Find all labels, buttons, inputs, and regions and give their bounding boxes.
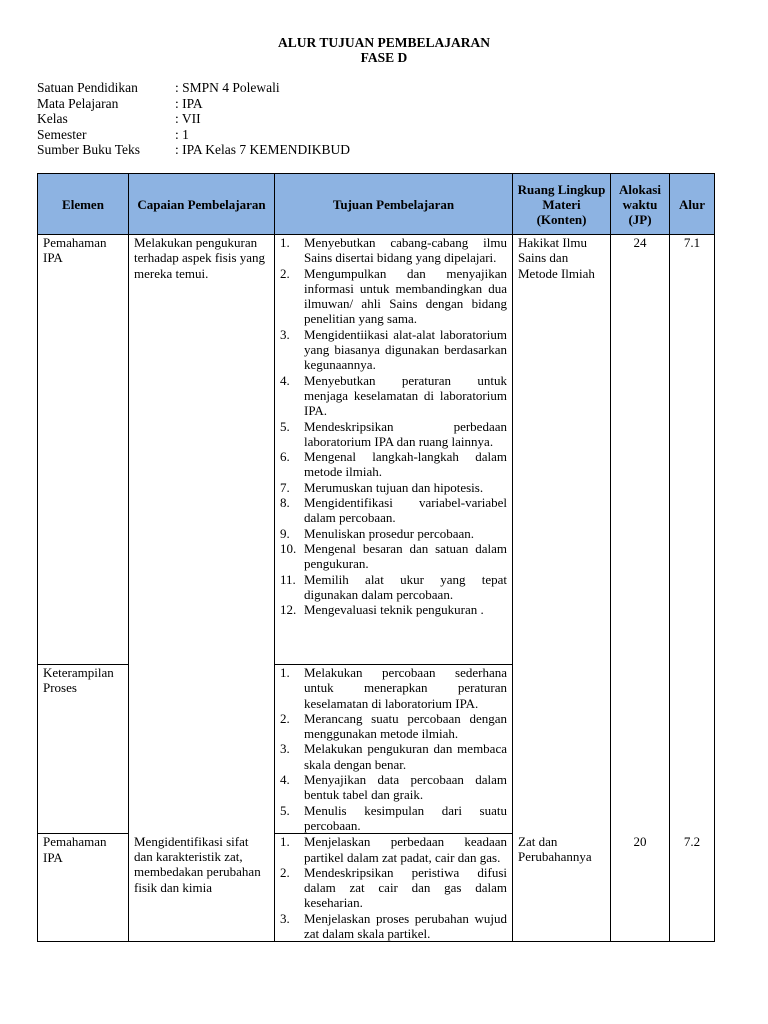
table-row bbox=[38, 235, 715, 665]
meta-label: Sumber Buku Teks bbox=[37, 142, 141, 157]
meta-row bbox=[37, 142, 350, 158]
list-item-text: Memilih alat ukur yang tepat digunakan dalam percobaan. bbox=[304, 571, 507, 602]
header-elemen: Elemen bbox=[38, 174, 129, 235]
list-item bbox=[280, 449, 507, 480]
document-subtitle: FASE D bbox=[360, 50, 408, 65]
meta-value: : IPA bbox=[175, 95, 203, 111]
cell-tujuan bbox=[275, 834, 513, 942]
list-item-text: Menuliskan prosedur percobaan. bbox=[304, 525, 475, 541]
table-row bbox=[38, 834, 715, 942]
list-item bbox=[280, 865, 507, 911]
list-item bbox=[280, 803, 507, 834]
list-item bbox=[280, 327, 507, 373]
list-item-number: 12. bbox=[280, 602, 297, 618]
cell-ruang-lingkup: Hakikat Ilmu Sains dan Metode Ilmiah bbox=[513, 235, 611, 834]
list-item-text: Melakukan pengukuran dan membaca skala dengan benar. bbox=[304, 741, 507, 772]
meta-label: Semester bbox=[37, 126, 87, 142]
list-item-number: 7. bbox=[280, 479, 290, 495]
list-item-text: Mengidentiikasi alat-alat laboratorium yang biasanya digunakan berdasarkan kegunaannya. bbox=[304, 326, 507, 373]
list-item bbox=[280, 741, 507, 772]
list-item-text: Mengevaluasi teknik pengukuran . bbox=[304, 602, 484, 618]
meta-row bbox=[37, 127, 350, 143]
header-alur: Alur bbox=[670, 174, 715, 235]
list-item-text: Mendeskripsikan perbedaan laboratorium IPA dan ruang lainnya. bbox=[304, 418, 507, 449]
tujuan-list bbox=[280, 665, 507, 833]
list-item-text: Menyebutkan peraturan untuk menjaga keselamatan di laboratorium IPA. bbox=[304, 372, 507, 419]
list-item-number: 10. bbox=[280, 540, 297, 556]
list-item bbox=[280, 834, 507, 865]
list-item bbox=[280, 266, 507, 327]
meta-value: : VII bbox=[175, 111, 201, 126]
list-item-number: 4. bbox=[280, 772, 290, 788]
list-item-number: 1. bbox=[280, 665, 290, 680]
cell-alokasi: 20 bbox=[611, 834, 670, 942]
list-item bbox=[280, 711, 507, 742]
list-item-number: 1. bbox=[280, 834, 290, 850]
list-item-text: Menjelaskan perbedaan keadaan partikel dalam zat padat, cair dan gas. bbox=[304, 834, 507, 865]
list-item-text: Mendeskripsikan peristiwa difusi dalam zat cair dan gas dalam keseharian. bbox=[304, 864, 507, 911]
cell-tujuan bbox=[275, 665, 513, 834]
list-item bbox=[280, 526, 507, 541]
list-item bbox=[280, 772, 507, 803]
list-item-text: Mengenal langkah-langkah dalam metode ilmiah. bbox=[304, 449, 507, 480]
cell-ruang-lingkup: Zat dan Perubahannya bbox=[513, 834, 611, 942]
cell-elemen: Pemahaman IPA bbox=[38, 834, 129, 942]
list-item-text: Mengenal besaran dan satuan dalam pengukuran. bbox=[304, 540, 507, 572]
header-ruang-lingkup: Ruang Lingkup Materi (Konten) bbox=[513, 174, 611, 235]
list-item-text: Mengumpulkan dan menyajikan informasi untuk membandingkan dua ilmuwan/ ahli Sains dengan bidang penelitian yang sama. bbox=[304, 265, 507, 327]
list-item bbox=[280, 911, 507, 942]
list-item-number: 8. bbox=[280, 495, 290, 511]
header-capaian: Capaian Pembelajaran bbox=[129, 174, 275, 235]
list-item-number: 9. bbox=[280, 525, 290, 541]
tujuan-list bbox=[280, 834, 507, 941]
list-item-number: 2. bbox=[280, 864, 290, 880]
list-item-number: 2. bbox=[280, 710, 290, 726]
list-item bbox=[280, 419, 507, 450]
learning-flow-table bbox=[37, 173, 715, 942]
header-tujuan: Tujuan Pembelajaran bbox=[275, 174, 513, 235]
meta-row bbox=[37, 96, 350, 112]
list-item bbox=[280, 665, 507, 711]
cell-alur: 7.2 bbox=[670, 834, 715, 942]
list-item bbox=[280, 235, 507, 266]
list-item bbox=[280, 495, 507, 526]
list-item-number: 6. bbox=[280, 449, 290, 465]
cell-elemen: Keterampilan Proses bbox=[38, 665, 129, 834]
list-item bbox=[280, 541, 507, 572]
cell-alur: 7.1 bbox=[670, 235, 715, 834]
list-item-text: Merumuskan tujuan dan hipotesis. bbox=[304, 479, 484, 495]
list-item-text: Melakukan percobaan sederhana untuk menerapkan peraturan keselamatan di laboratorium IPA. bbox=[304, 665, 507, 711]
meta-value: : SMPN 4 Polewali bbox=[175, 80, 280, 95]
list-item-number: 3. bbox=[280, 910, 290, 926]
list-item bbox=[280, 602, 507, 617]
list-item bbox=[280, 373, 507, 419]
list-item-number: 5. bbox=[280, 802, 290, 818]
meta-value: : 1 bbox=[175, 126, 189, 142]
cell-alokasi: 24 bbox=[611, 235, 670, 834]
list-item-text: Menjelaskan proses perubahan wujud zat dalam skala partikel. bbox=[304, 910, 507, 942]
document-title: ALUR TUJUAN PEMBELAJARAN bbox=[277, 35, 490, 50]
meta-label: Kelas bbox=[37, 111, 68, 126]
meta-label: Mata Pelajaran bbox=[37, 95, 119, 111]
list-item-text: Merancang suatu percobaan dengan menggunakan metode ilmiah. bbox=[304, 710, 507, 742]
meta-value: : IPA Kelas 7 KEMENDIKBUD bbox=[175, 142, 350, 157]
list-item-text: Menyajikan data percobaan dalam bentuk tabel dan graik. bbox=[304, 772, 507, 803]
list-item-number: 1. bbox=[280, 235, 290, 250]
cell-tujuan bbox=[275, 235, 513, 665]
list-item-text: Menyebutkan cabang-cabang ilmu Sains disertai bidang yang dipelajari. bbox=[304, 235, 507, 266]
cell-elemen: Pemahaman IPA bbox=[38, 235, 129, 665]
list-item-number: 11. bbox=[280, 571, 296, 587]
document-meta bbox=[37, 80, 350, 158]
table-header-row bbox=[38, 174, 715, 235]
cell-capaian: Mengidentifikasi sifat dan karakteristik zat, membedakan perubahan fisik dan kimia bbox=[129, 834, 275, 942]
list-item-number: 4. bbox=[280, 372, 290, 388]
tujuan-list bbox=[280, 235, 507, 617]
list-item-number: 3. bbox=[280, 741, 290, 757]
list-item-number: 2. bbox=[280, 265, 290, 281]
list-item bbox=[280, 480, 507, 495]
meta-row bbox=[37, 111, 350, 127]
list-item bbox=[280, 572, 507, 603]
list-item-number: 3. bbox=[280, 326, 290, 342]
meta-row bbox=[37, 80, 350, 96]
header-alokasi: Alokasi waktu (JP) bbox=[611, 174, 670, 235]
meta-label: Satuan Pendidikan bbox=[37, 80, 138, 95]
cell-capaian: Melakukan pengukuran terhadap aspek fisis yang mereka temui. bbox=[129, 235, 275, 834]
list-item-text: Menulis kesimpulan dari suatu percobaan. bbox=[304, 802, 507, 833]
list-item-text: Mengidentifikasi variabel-variabel dalam percobaan. bbox=[304, 495, 507, 526]
list-item-number: 5. bbox=[280, 418, 290, 434]
